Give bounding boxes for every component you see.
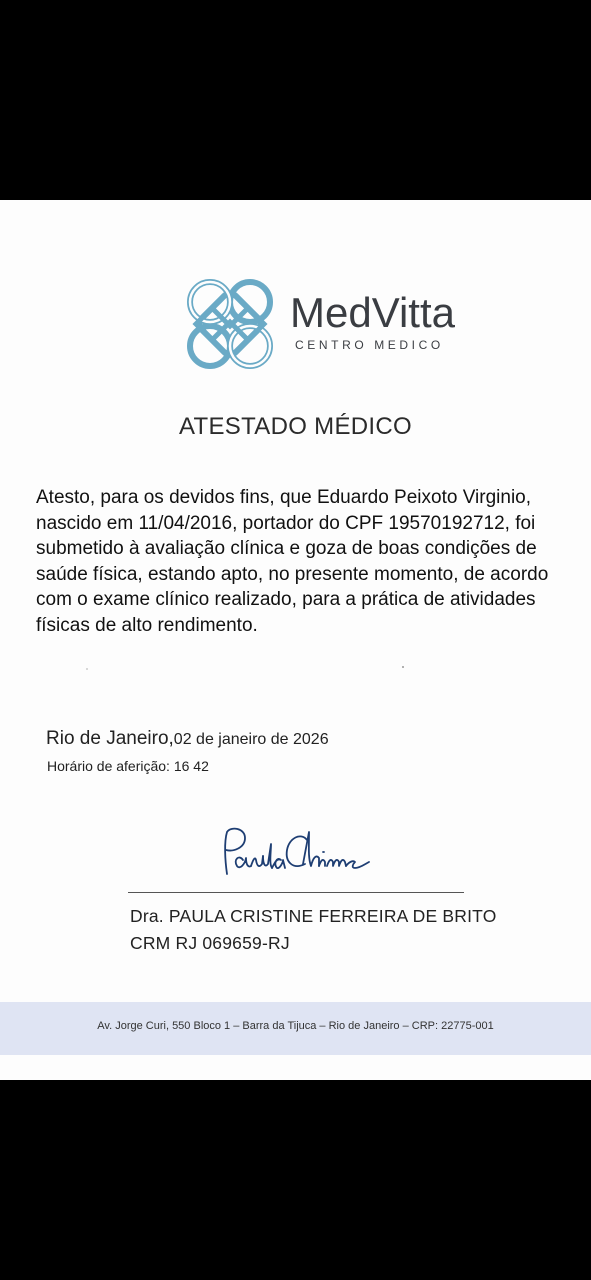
speck xyxy=(402,666,404,668)
handwritten-signature xyxy=(215,822,375,884)
time-label: Horário de aferição: xyxy=(47,758,170,774)
bottom-black-band xyxy=(0,1080,591,1280)
place: Rio de Janeiro, xyxy=(46,728,174,749)
document-title: ATESTADO MÉDICO xyxy=(179,413,412,440)
body-line: saúde física, estando apto, no presente momento, de acordo xyxy=(36,563,549,585)
body-line: submetido à avaliação clínica e goza de boas condições de xyxy=(36,538,537,559)
brand-name: MedVitta xyxy=(290,289,455,336)
signature-line xyxy=(128,892,464,893)
place-and-date xyxy=(46,728,329,750)
measurement-time xyxy=(47,758,209,774)
time-value: 16 42 xyxy=(173,758,209,774)
body-line: com o exame clínico realizado, para a prática de atividades xyxy=(36,589,536,610)
body-line: nascido em 11/04/2016, portador do CPF 19570192712, foi xyxy=(36,512,536,534)
footer-band xyxy=(0,1002,591,1055)
speck xyxy=(86,668,88,670)
medical-certificate-document xyxy=(0,200,591,1080)
medvitta-logo xyxy=(182,272,455,378)
date: 02 de janeiro de 2026 xyxy=(173,731,329,748)
doctor-crm: CRM RJ 069659-RJ xyxy=(130,933,290,953)
doctor-name: Dra. PAULA CRISTINE FERREIRA DE BRITO xyxy=(130,906,497,926)
footer-address: Av. Jorge Curi, 550 Bloco 1 – Barra da Tijuca – Rio de Janeiro – CRP: 22775-001 xyxy=(97,1020,494,1032)
medvitta-logo-mark-icon xyxy=(182,272,278,378)
body-line: Atesto, para os devidos fins, que Eduardo Peixoto Virginio, xyxy=(36,487,532,508)
body-line: físicas de alto rendimento. xyxy=(36,614,258,636)
top-black-band xyxy=(0,0,591,200)
brand-subtitle: CENTRO MEDICO xyxy=(295,338,444,352)
certificate-body xyxy=(36,485,564,638)
